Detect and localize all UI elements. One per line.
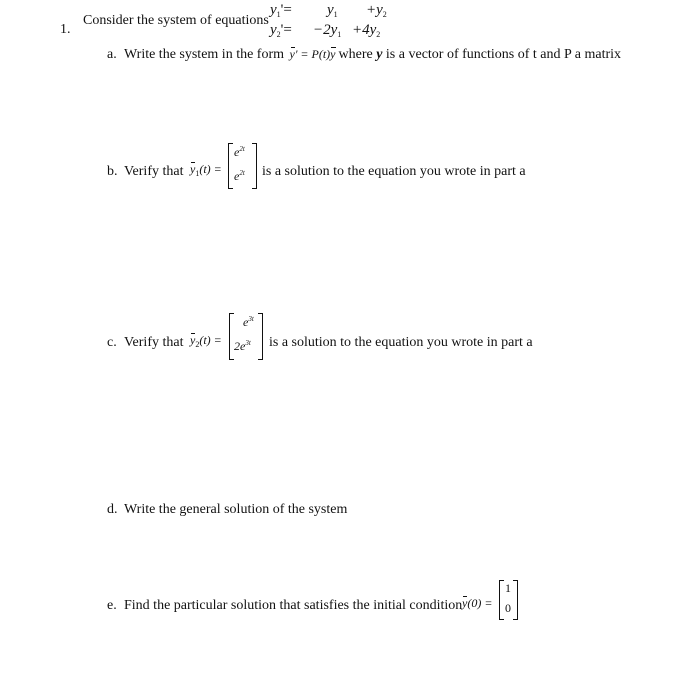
eq1-term1-sub: 1 (333, 10, 338, 19)
part-e-vector-bottom: 0 (505, 601, 511, 615)
part-b-vector-top (234, 145, 245, 160)
part-b-vector-right-bracket (252, 143, 257, 189)
part-c-fn (190, 333, 222, 348)
part-c-text-after: is a solution to the equation you wrote in part a (269, 335, 533, 350)
eq1-lhs: y (270, 2, 277, 18)
part-a-y-bold: y (376, 47, 383, 62)
part-b-vector-bottom (234, 169, 245, 184)
math-term: 2t (239, 145, 245, 153)
math-term: e (243, 315, 249, 329)
math-term: 3t (248, 315, 254, 323)
part-c-text-before: Verify that (124, 335, 184, 350)
eq2-term1: −2y (313, 22, 338, 38)
part-e-fn (462, 596, 492, 611)
part-a-text (124, 47, 621, 63)
part-c-vector-right-bracket (258, 313, 263, 360)
system-eq1 (270, 2, 292, 19)
eq1-term2: +y (366, 2, 383, 18)
part-e-vector-left-bracket (499, 580, 504, 620)
part-e-fn-arg: (0) = (467, 596, 493, 610)
problem-intro: Consider the system of equations (83, 13, 269, 28)
part-a-formula-rhs: y (330, 47, 336, 61)
part-d-text: Write the general solution of the system (124, 502, 348, 517)
eq1-term2-sub: 2 (382, 10, 387, 19)
system-eq2 (270, 22, 292, 39)
system-eq2-t1 (313, 22, 341, 39)
part-b-fn (190, 162, 222, 177)
part-e-vector-right-bracket (513, 580, 518, 620)
part-e-vector-top: 1 (505, 581, 511, 595)
math-term: e (234, 169, 240, 183)
part-c-vector-bottom (234, 339, 251, 354)
system-eq1-t1 (327, 2, 338, 19)
eq1-lhs-sub: 1 (276, 10, 281, 19)
eq2-term1-sub: 1 (337, 30, 342, 39)
part-a-where: where (338, 47, 373, 62)
part-a-text-after: is a vector of functions of t and P a matrix (385, 47, 622, 62)
part-d-label: d. (107, 502, 118, 517)
math-term: 2t (239, 169, 245, 177)
eq1-term1: y (327, 2, 334, 18)
math-term: 2e (234, 339, 246, 353)
part-b-text-after: is a solution to the equation you wrote in part a (262, 164, 526, 179)
eq2-lhs: y (270, 22, 277, 38)
part-a-formula (290, 47, 339, 61)
problem-number: 1. (60, 22, 71, 37)
eq2-term2: +4y (352, 22, 377, 38)
part-e-label: e. (107, 598, 117, 613)
part-a-label: a. (107, 47, 117, 62)
part-b-fn-arg: (t) = (199, 162, 222, 176)
part-e-fn-name: y (462, 596, 468, 610)
part-a-formula-mid: ' = P(t) (294, 47, 331, 61)
system-eq1-t2 (366, 2, 387, 19)
part-c-label: c. (107, 335, 117, 350)
part-a-formula-lhs: y (289, 47, 295, 61)
eq2-term2-sub: 2 (376, 30, 381, 39)
eq1-rel: '= (280, 2, 292, 18)
math-term: e (234, 145, 240, 159)
part-b-text-before: Verify that (124, 164, 184, 179)
part-c-vector-top (243, 315, 254, 330)
part-c-fn-name: y (190, 333, 196, 347)
part-c-fn-sub: 2 (195, 340, 200, 349)
system-eq2-t2 (352, 22, 380, 39)
eq2-rel: '= (280, 22, 292, 38)
part-b-fn-sub: 1 (195, 169, 200, 178)
math-term: 3t (245, 339, 251, 347)
part-b-fn-name: y (190, 162, 196, 176)
eq2-lhs-sub: 2 (276, 30, 281, 39)
part-c-fn-arg: (t) = (199, 333, 222, 347)
part-b-label: b. (107, 164, 118, 179)
part-a-text-before: Write the system in the form (124, 47, 285, 62)
part-b-vector-left-bracket (228, 143, 233, 189)
part-e-text: Find the particular solution that satisfies the initial condition (124, 598, 463, 613)
